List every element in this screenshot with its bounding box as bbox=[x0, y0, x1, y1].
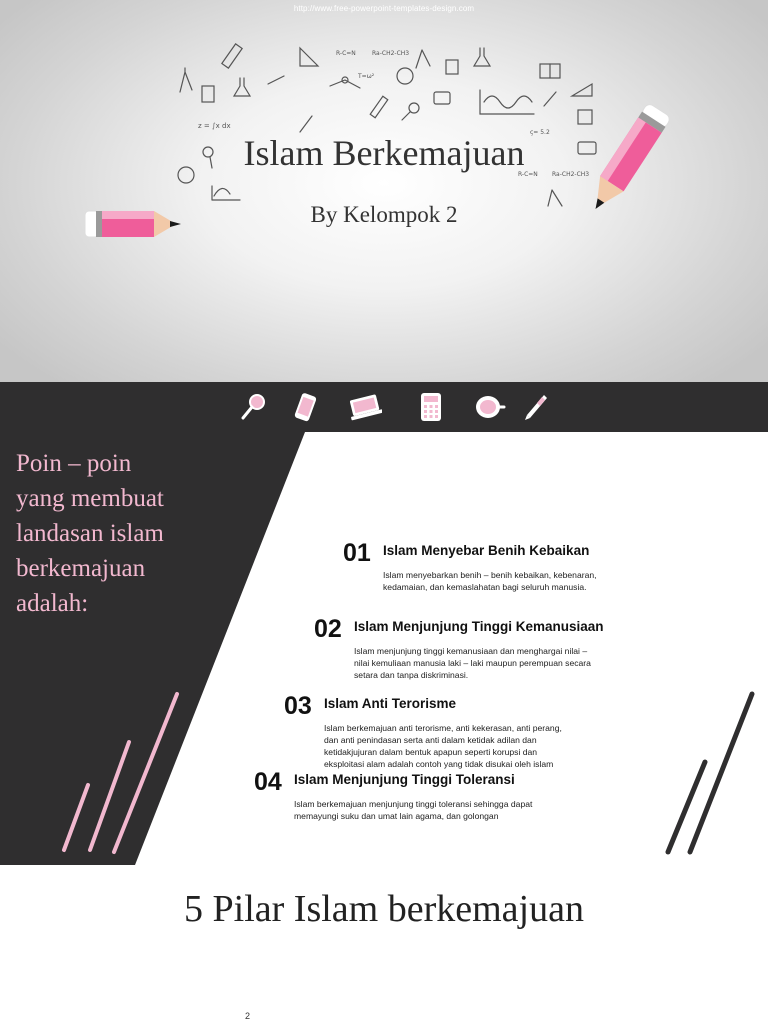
point-description-line: setara dan tanpa diskriminasi. bbox=[354, 670, 469, 680]
point-number: 01 bbox=[343, 539, 371, 567]
coffee-cup-icon bbox=[472, 390, 506, 424]
magnifier-icon bbox=[238, 390, 272, 424]
point-title: Islam Menjunjung Tinggi Kemanusiaan bbox=[354, 619, 604, 634]
point-description-line: memayungi suku dan umat lain agama, dan golongan bbox=[294, 811, 499, 821]
point-description-line: kedamaian, dan kemaslahatan bagi seluruh manusia. bbox=[383, 582, 587, 592]
template-url: http://www.free-powerpoint-templates-design.com bbox=[293, 4, 475, 13]
calculator-icon bbox=[414, 390, 448, 424]
point-description-line: dan anti penindasan serta anti dalam ketidak adilan dan bbox=[324, 735, 537, 745]
svg-text:z = ∫x dx: z = ∫x dx bbox=[198, 122, 231, 130]
points-heading-line: landasan islam bbox=[16, 520, 164, 547]
point-description bbox=[294, 798, 594, 822]
points-heading bbox=[16, 446, 256, 621]
point-description-line: nilai kemuliaan manusia laki – laki maupun perempuan secara bbox=[354, 658, 591, 668]
points-heading-line: yang membuat bbox=[16, 485, 164, 512]
point-description-line: Islam berkemajuan anti terorisme, anti kekerasan, anti perang, bbox=[324, 723, 562, 733]
point-description-line: Islam berkemajuan menjunjung tinggi toleransi sehingga dapat bbox=[294, 799, 533, 809]
svg-text:Ra-CH2-CH3: Ra-CH2-CH3 bbox=[552, 171, 590, 178]
svg-text:R-C=N: R-C=N bbox=[336, 50, 356, 57]
points-heading-line: adalah: bbox=[16, 590, 89, 617]
points-heading-line: Poin – poin bbox=[16, 450, 132, 477]
points-heading-line: berkemajuan bbox=[16, 555, 146, 582]
pink-pencil-left-icon bbox=[84, 206, 184, 242]
slide-title: Islam Berkemajuan bbox=[243, 133, 525, 173]
laptop-icon bbox=[348, 390, 382, 424]
point-description-line: Islam menjunjung tinggi kemanusiaan dan menghargai nilai – bbox=[354, 646, 588, 656]
svg-text:ç= 5.2: ç= 5.2 bbox=[530, 129, 550, 136]
point-description bbox=[354, 645, 624, 681]
slide-subtitle: By Kelompok 2 bbox=[310, 202, 458, 227]
pink-pencil-right-icon bbox=[576, 96, 676, 228]
point-description-line: ketidakjujuran dalam bentuk apapun seperti korupsi dan bbox=[324, 747, 538, 757]
svg-text:Ra-CH2-CH3: Ra-CH2-CH3 bbox=[372, 50, 410, 57]
pillars-slide bbox=[0, 865, 768, 1024]
point-number: 04 bbox=[254, 768, 282, 796]
pen-icon bbox=[520, 390, 554, 424]
point-title: Islam Anti Terorisme bbox=[324, 696, 457, 711]
icon-bar bbox=[0, 382, 768, 432]
title-slide bbox=[0, 0, 768, 382]
phone-icon bbox=[288, 390, 322, 424]
point-description-line: Islam menyebarkan benih – benih kebaikan, kebenaran, bbox=[383, 570, 597, 580]
point-title: Islam Menyebar Benih Kebaikan bbox=[383, 543, 590, 558]
point-description-line: eksploitasi alam adalah contoh yang tidak disukai oleh islam bbox=[324, 759, 554, 769]
slide-title: 5 Pilar Islam berkemajuan bbox=[184, 888, 584, 930]
point-number: 02 bbox=[314, 615, 342, 643]
page-marker: 2 bbox=[245, 1011, 251, 1021]
point-description bbox=[324, 722, 624, 770]
svg-text:R-C=N: R-C=N bbox=[518, 171, 538, 178]
points-slide bbox=[0, 432, 768, 865]
point-description bbox=[383, 569, 653, 593]
point-number: 03 bbox=[284, 692, 312, 720]
point-title: Islam Menjunjung Tinggi Toleransi bbox=[294, 772, 515, 787]
svg-text:T=ω²: T=ω² bbox=[358, 73, 375, 80]
